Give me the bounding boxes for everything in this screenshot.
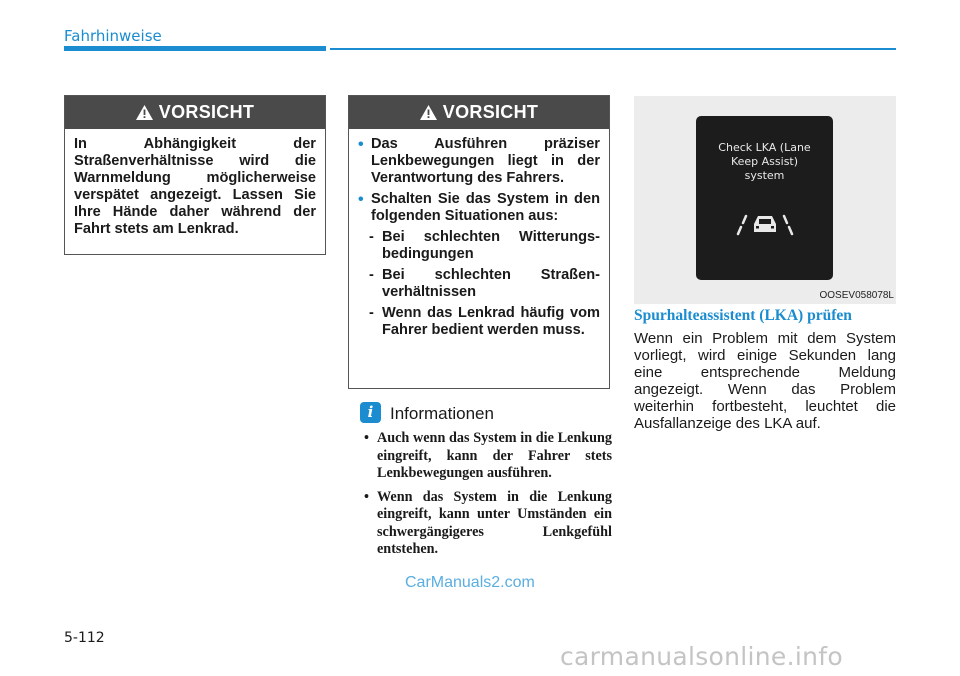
caution-header: [65, 96, 325, 129]
cluster-display-figure: [634, 96, 896, 304]
lka-heading: Spurhalteassistent (LKA) prüfen: [634, 307, 852, 324]
watermark-link[interactable]: CarManuals2.com: [405, 574, 535, 591]
screen-message-line: system: [744, 169, 785, 182]
screen-message: [696, 141, 833, 183]
caution-box-middle: [348, 95, 610, 389]
caution-sub-item: - Bei schlechten Witterungs-bedingungen: [369, 229, 600, 262]
page-number: 5-112: [64, 630, 105, 646]
lka-paragraph: Wenn ein Problem mit dem System vorliegt, wird einige Sekunden lang eine entsprechende Meldung angezeigt. Wenn das Problem weiterhin fortbesteht, leuchtet die Ausfallanzeige des LKA auf.: [634, 330, 896, 432]
section-title: Fahrhinweise: [64, 27, 162, 45]
caution-text: In Abhängigkeit der Straßenverhältnisse wird die Warnmeldung möglicherweise verspätet angezeigt. Lassen Sie Ihre Hände daher während der Fahrt stets am Lenkrad.: [74, 136, 316, 237]
footer-watermark: carmanualsonline.info: [560, 642, 843, 671]
screen-message-line: Check LKA (Lane: [718, 141, 811, 154]
caution-box-left: [64, 95, 326, 255]
caution-sub-item: - Wenn das Lenkrad häufig vom Fahrer bedient werden muss.: [369, 305, 600, 338]
caution-title: VORSICHT: [442, 102, 539, 122]
bullet-dot-icon: •: [358, 191, 364, 208]
header-rule-thick: [64, 46, 326, 51]
info-item-text: Wenn das System in die Lenkung eingreift, kann unter Umständen ein schwergängigeres Lenkgefühl entstehen.: [377, 488, 612, 557]
warning-triangle-icon: [420, 105, 437, 120]
caution-sub-item-text: Bei schlechten Straßen-verhältnissen: [382, 267, 600, 300]
cluster-screen: [696, 116, 833, 280]
caution-title: VORSICHT: [158, 102, 255, 122]
caution-header: [349, 96, 609, 129]
caution-bullet-text: Das Ausführen präziser Lenkbewegungen liegt in der Verantwortung des Fahrers.: [371, 136, 600, 186]
info-item: • Wenn das System in die Lenkung eingreift, kann unter Umständen ein schwergängigeres Lenkgefühl entstehen.: [364, 488, 612, 557]
info-item-text: Auch wenn das System in die Lenkung eingreift, kann der Fahrer stets Lenkbewegungen ausführen.: [377, 430, 612, 481]
figure-code: OOSEV058078L: [819, 290, 894, 301]
caution-bullet: [358, 191, 600, 225]
bullet-dot-icon: •: [358, 136, 364, 153]
caution-sub-item-text: Wenn das Lenkrad häufig vom Fahrer bedient werden muss.: [382, 305, 600, 338]
caution-bullet-text: Schalten Sie das System in den folgenden Situationen aus:: [371, 191, 600, 224]
info-list: [364, 430, 612, 565]
caution-sub-item-text: Bei schlechten Witterungs-bedingungen: [382, 229, 600, 262]
info-icon: i: [360, 402, 381, 423]
lane-keep-assist-icon: [736, 210, 794, 236]
header-rule-thin: [330, 48, 896, 50]
caution-bullet: [358, 136, 600, 187]
caution-sub-item: - Bei schlechten Straßen-verhältnissen: [369, 267, 600, 300]
info-item: • Auch wenn das System in die Lenkung eingreift, kann der Fahrer stets Lenkbewegungen ausführen.: [364, 430, 612, 481]
warning-triangle-icon: [136, 105, 153, 120]
screen-message-line: Keep Assist): [730, 155, 799, 168]
info-title: Informationen: [390, 404, 494, 423]
